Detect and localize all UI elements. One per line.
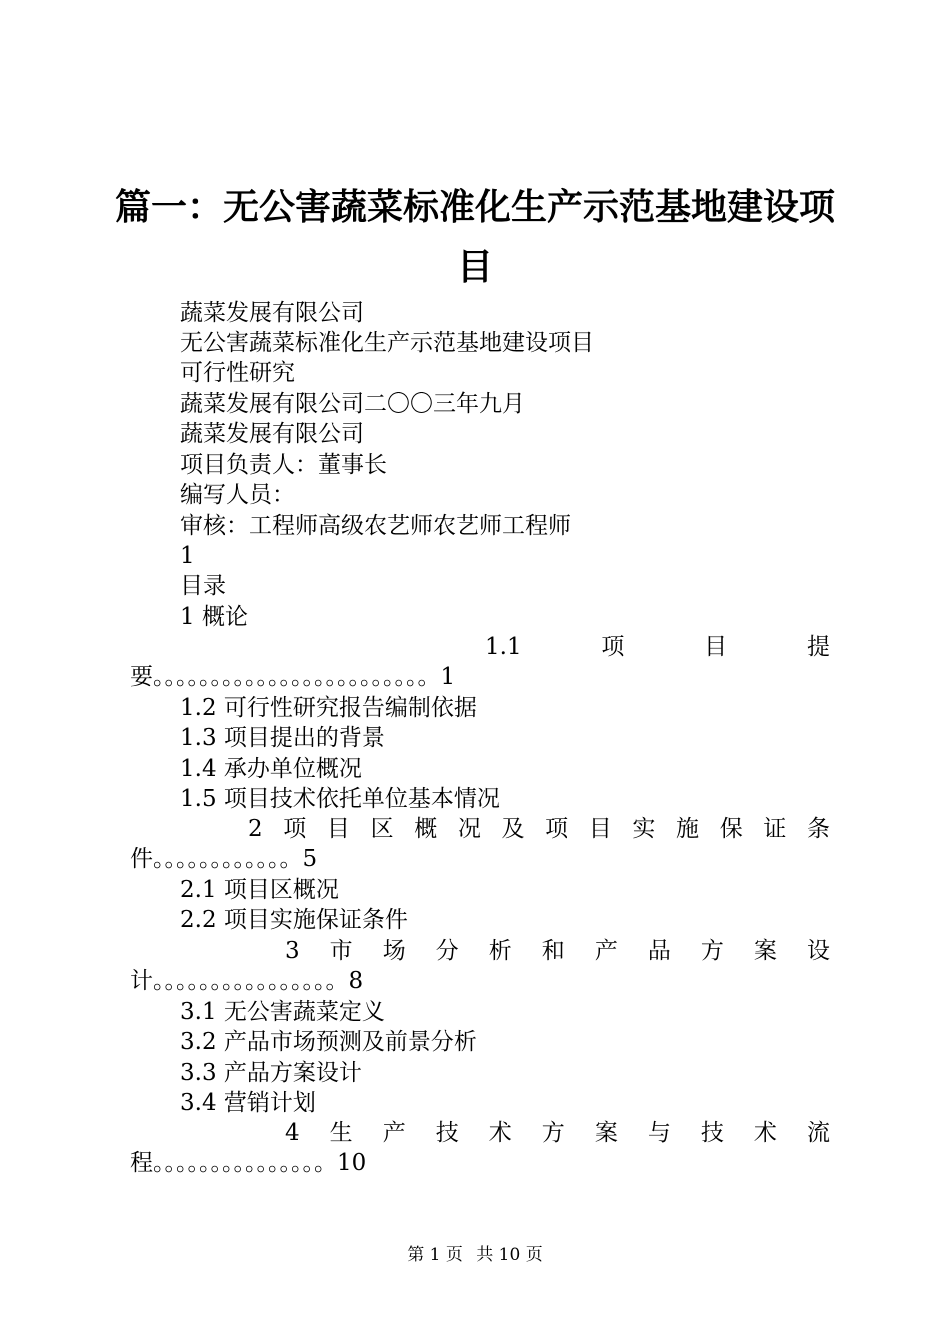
- cover-writers: 编写人员：: [180, 482, 295, 508]
- toc-word: 与: [647, 1120, 671, 1146]
- toc-heading: 目录: [180, 573, 226, 599]
- toc-word: 场: [382, 938, 406, 964]
- toc-word: 术: [488, 1120, 512, 1146]
- cover-page-number: 1: [180, 543, 195, 569]
- toc-word: 2: [248, 816, 263, 842]
- toc-word: 分: [435, 938, 459, 964]
- toc-word: 设: [806, 938, 830, 964]
- toc-word: 条: [806, 816, 830, 842]
- toc-item-1-1-bottom: 要。。。。。。。。。。。。。。。。。。。。。。。。1: [130, 664, 456, 690]
- cover-project-leader: 项目负责人：董事长: [180, 452, 387, 478]
- cover-project-name: 无公害蔬菜标准化生产示范基地建设项目: [180, 330, 594, 356]
- toc-chapter-4-top: [130, 1118, 830, 1148]
- cover-study-type: 可行性研究: [180, 360, 295, 386]
- toc-word: 生: [329, 1120, 353, 1146]
- toc-word: 证: [763, 816, 787, 842]
- toc-item-2-1: 2.1 项目区概况: [180, 877, 339, 903]
- cover-company: 蔬菜发展有限公司: [180, 300, 364, 326]
- toc-word: 目: [704, 634, 728, 660]
- toc-word: 提: [806, 634, 830, 660]
- footer-page-number: 第 1 页: [407, 1245, 463, 1265]
- toc-word: 方: [541, 1120, 565, 1146]
- toc-word: 目: [326, 816, 350, 842]
- toc-word: 市: [329, 938, 353, 964]
- toc-word: 技: [435, 1120, 459, 1146]
- toc-item-1-3: 1.3 项目提出的背景: [180, 725, 385, 751]
- cover-company-date: 蔬菜发展有限公司二〇〇三年九月: [180, 391, 525, 417]
- toc-chapter-4-bottom: 程。。。。。。。。。。。。。。。10: [130, 1150, 367, 1176]
- toc-chapter-3-top: [130, 936, 830, 966]
- toc-word: 施: [676, 816, 700, 842]
- toc-item-1-5: 1.5 项目技术依托单位基本情况: [180, 786, 500, 812]
- toc-word: 4: [285, 1120, 300, 1146]
- toc-word: 和: [541, 938, 565, 964]
- toc-word: 技: [700, 1120, 724, 1146]
- toc-word: 3: [285, 938, 300, 964]
- toc-word: 产: [382, 1120, 406, 1146]
- toc-word: 目: [588, 816, 612, 842]
- toc-word: 项: [283, 816, 307, 842]
- toc-chapter-2-bottom: 件。。。。。。。。。。。。5: [130, 846, 318, 872]
- toc-word: 术: [753, 1120, 777, 1146]
- cover-reviewers: 审核：工程师高级农艺师农艺师工程师: [180, 513, 571, 539]
- toc-word: 案: [594, 1120, 618, 1146]
- toc-word: 保: [719, 816, 743, 842]
- toc-chapter-2-top: [130, 814, 830, 844]
- toc-word: 品: [647, 938, 671, 964]
- page-footer: [0, 1244, 950, 1266]
- toc-word: 析: [488, 938, 512, 964]
- toc-word: 产: [594, 938, 618, 964]
- toc-word: 项: [545, 816, 569, 842]
- toc-word: 流: [806, 1120, 830, 1146]
- toc-item-2-2: 2.2 项目实施保证条件: [180, 907, 408, 933]
- toc-word: 概: [414, 816, 438, 842]
- document-title-line-1: 篇一：无公害蔬菜标准化生产示范基地建设项: [114, 187, 835, 228]
- cover-company-2: 蔬菜发展有限公司: [180, 421, 364, 447]
- toc-word: 区: [370, 816, 394, 842]
- toc-chapter-2: [130, 814, 830, 874]
- toc-word: 及: [501, 816, 525, 842]
- footer-total-pages: 共 10 页: [476, 1245, 543, 1265]
- toc-word: 案: [753, 938, 777, 964]
- document-title-line-2: 目: [456, 247, 493, 288]
- toc-word: 况: [457, 816, 481, 842]
- toc-item-1-1-top: [130, 632, 830, 662]
- toc-word: 方: [700, 938, 724, 964]
- toc-chapter-4: [130, 1118, 830, 1178]
- toc-item-1-1: [130, 632, 830, 692]
- toc-item-1-4: 1.4 承办单位概况: [180, 756, 362, 782]
- toc-chapter-3-bottom: 计。。。。。。。。。。。。。。。。8: [130, 968, 364, 994]
- toc-item-3-4: 3.4 营销计划: [180, 1090, 316, 1116]
- toc-word: 实: [632, 816, 656, 842]
- toc-chapter-3: [130, 936, 830, 996]
- toc-item-3-2: 3.2 产品市场预测及前景分析: [180, 1029, 477, 1055]
- toc-word: 1.1: [485, 634, 522, 660]
- toc-item-3-3: 3.3 产品方案设计: [180, 1060, 362, 1086]
- toc-word: 项: [601, 634, 625, 660]
- toc-item-3-1: 3.1 无公害蔬菜定义: [180, 999, 385, 1025]
- toc-chapter-1: 1 概论: [180, 604, 248, 630]
- toc-item-1-2: 1.2 可行性研究报告编制依据: [180, 695, 477, 721]
